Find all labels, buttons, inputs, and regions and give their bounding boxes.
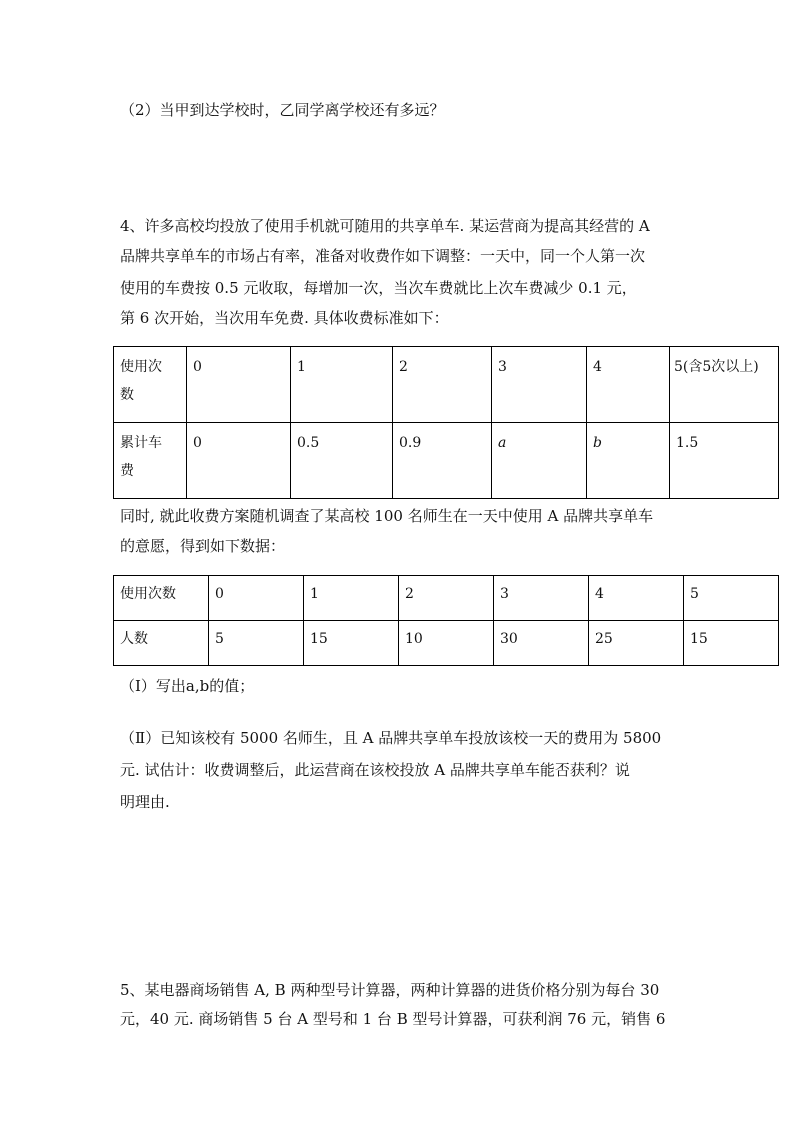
q4-part-2-line-2: 元. 试估计：收费调整后，此运营商在该校投放 A 品牌共享单车能否获利？说 [120, 761, 630, 779]
table-cell: 15 [684, 621, 779, 666]
table-row [114, 576, 779, 621]
table-cell: 1 [291, 347, 393, 423]
fee-table [113, 346, 779, 499]
table-cell: 0 [209, 576, 304, 621]
table-cell: 0 [187, 347, 291, 423]
q4-line-1: 4、许多高校均投放了使用手机就可随用的共享单车. 某运营商为提高其经营的 A [120, 217, 650, 235]
table-cell: 5 [209, 621, 304, 666]
table-cell: 3 [494, 576, 589, 621]
q5-line-1: 5、某电器商场销售 A, B 两种型号计算器，两种计算器的进货价格分别为每台 30 [120, 981, 660, 999]
table-cell: 5(含5次以上) [670, 347, 779, 423]
table-cell: b [587, 423, 670, 499]
fee-table-header-cell: 累计车 费 [114, 423, 187, 499]
table-cell: 5 [684, 576, 779, 621]
fee-table-header-cell: 使用次 数 [114, 347, 187, 423]
table-row [114, 423, 779, 499]
table-cell: 1 [304, 576, 399, 621]
table-cell: 4 [589, 576, 684, 621]
table-cell: 0 [187, 423, 291, 499]
table-cell: 30 [494, 621, 589, 666]
table-cell: 2 [393, 347, 492, 423]
table-cell: 2 [399, 576, 494, 621]
q4-line-4: 第 6 次开始，当次用车免费. 具体收费标准如下： [120, 309, 449, 327]
table-cell: 0.5 [291, 423, 393, 499]
q4-part-2-line-3: 明理由. [120, 793, 170, 811]
table-cell: 0.9 [393, 423, 492, 499]
q5-line-2: 元，40 元. 商场销售 5 台 A 型号和 1 台 B 型号计算器，可获利润 76 元，销售 6 [120, 1010, 666, 1028]
question-2-text: （2）当甲到达学校时，乙同学离学校还有多远？ [120, 101, 445, 119]
q4-part-2-line-1: （Ⅱ）已知该校有 5000 名师生，且 A 品牌共享单车投放该校一天的费用为 5800 [120, 729, 662, 747]
q4-part-1: （Ⅰ）写出a,b的值； [120, 677, 255, 695]
table-cell: 25 [589, 621, 684, 666]
table-cell: 3 [492, 347, 587, 423]
survey-intro-line-2: 的意愿，得到如下数据： [120, 537, 286, 555]
table-cell: 1.5 [670, 423, 779, 499]
survey-table-header-cell: 人数 [114, 621, 209, 666]
survey-table [113, 575, 779, 666]
table-cell: 4 [587, 347, 670, 423]
table-cell: 15 [304, 621, 399, 666]
q4-line-3: 使用的车费按 0.5 元收取，每增加一次，当次车费就比上次车费减少 0.1 元， [120, 279, 637, 297]
table-cell: a [492, 423, 587, 499]
q4-line-2: 品牌共享单车的市场占有率，准备对收费作如下调整：一天中，同一个人第一次 [120, 247, 646, 265]
survey-table-header-cell: 使用次数 [114, 576, 209, 621]
table-row [114, 621, 779, 666]
table-row [114, 347, 779, 423]
table-cell: 10 [399, 621, 494, 666]
survey-intro-line-1: 同时, 就此收费方案随机调查了某高校 100 名师生在一天中使用 A 品牌共享单车 [120, 507, 654, 525]
